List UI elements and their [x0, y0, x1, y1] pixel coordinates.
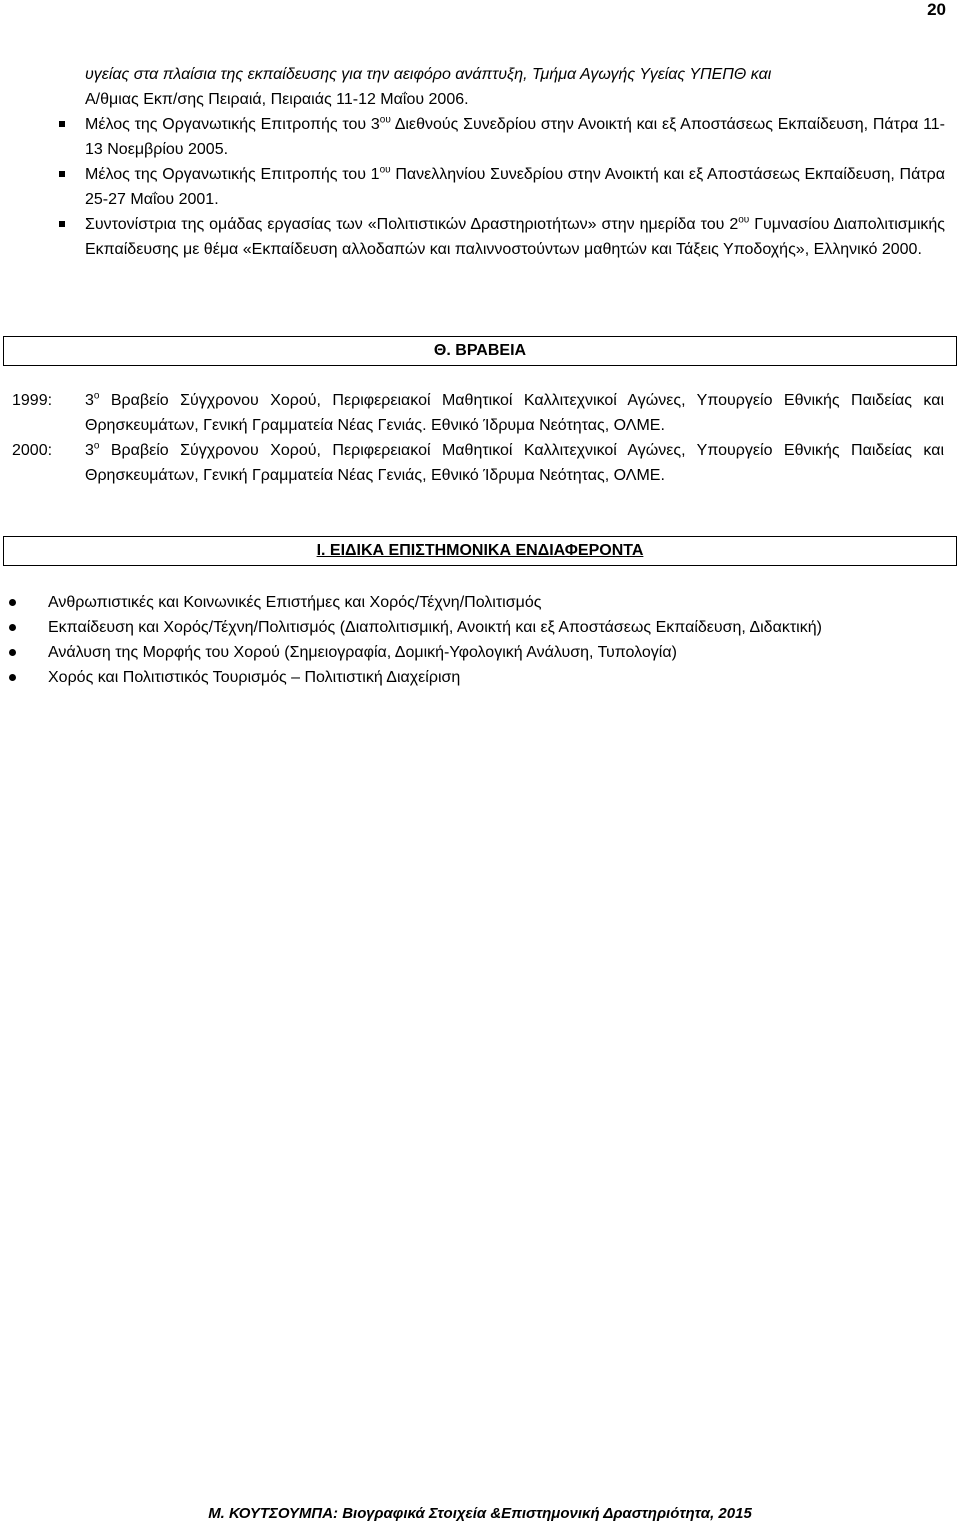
activity-text: Συντονίστρια της ομάδας εργασίας των «Πολιτιστικών Δραστηριοτήτων» στην ημερίδα του 2	[85, 216, 739, 233]
interests-heading-text: Ι. ΕΙΔΙΚΑ ΕΠΙΣΤΗΜΟΝΙΚΑ ΕΝΔΙΑΦΕΡΟΝΤΑ	[316, 542, 644, 559]
round-bullet-icon	[9, 599, 16, 606]
round-bullet-icon	[9, 674, 16, 681]
ordinal-suffix: ου	[379, 164, 391, 176]
activity-text: Μέλος της Οργανωτικής Επιτροπής του 3	[85, 116, 380, 133]
award-entry	[12, 438, 944, 488]
continuation-paragraph	[85, 62, 945, 112]
square-bullet-icon	[59, 221, 65, 227]
interests-section-heading	[3, 536, 957, 566]
interest-item	[48, 615, 944, 640]
interest-item	[48, 640, 944, 665]
continuation-line-2: Α/θμιας Εκπ/σης Πειραιά, Πειραιάς 11-12 Μαΐου 2006.	[85, 91, 469, 108]
awards-list	[12, 388, 944, 488]
activity-text: Διεθνούς Συνεδρίου στην Ανοικτή και εξ Αποστάσεως Εκπαίδευση, Πάτρα 11-13 Νοεμβρίου 2005.	[85, 116, 946, 158]
interest-text: Εκπαίδευση και Χορός/Τέχνη/Πολιτισμός (Διαπολιτισμική, Ανοικτή και εξ Αποστάσεως Εκπαίδευση, Διδακτική)	[48, 619, 822, 636]
ordinal-suffix: ο	[93, 440, 100, 452]
interest-item	[48, 665, 944, 690]
ordinal-suffix: ο	[93, 390, 100, 402]
awards-section-heading	[3, 336, 957, 366]
award-text: Βραβείο Σύγχρονου Χορού, Περιφερειακοί Μαθητικοί Καλλιτεχνικοί Αγώνες, Υπουργείο Εθνικής Παιδείας και Θρησκευμάτων, Γενική Γραμματεία Νέας Γενιάς, Εθνικό Ίδρυμα Νεότητας, ΟΛΜΕ.	[85, 442, 944, 484]
interest-item	[48, 590, 944, 615]
award-text: 3	[85, 442, 94, 459]
activity-text: Πανελληνίου Συνεδρίου στην Ανοικτή και εξ Αποστάσεως Εκπαίδευση, Πάτρα 25-27 Μαΐου 2001.	[85, 166, 946, 208]
square-bullet-icon	[59, 121, 65, 127]
page-footer: Μ. ΚΟΥΤΣΟΥΜΠΑ: Βιογραφικά Στοιχεία &Επιστημονική Δραστηριότητα, 2015	[208, 1505, 752, 1522]
activity-item	[85, 212, 945, 262]
page-number: 20	[927, 0, 946, 19]
round-bullet-icon	[9, 649, 16, 656]
activity-item	[85, 112, 945, 162]
ordinal-suffix: ου	[738, 214, 750, 226]
round-bullet-icon	[9, 624, 16, 631]
award-entry	[12, 388, 944, 438]
interests-list	[48, 590, 944, 690]
award-text: 3	[85, 392, 94, 409]
activity-text: Μέλος της Οργανωτικής Επιτροπής του 1	[85, 166, 380, 183]
continuation-line-1: υγείας στα πλαίσια της εκπαίδευσης για την αειφόρο ανάπτυξη, Τμήμα Αγωγής Υγείας ΥΠΕΠΘ και	[85, 66, 772, 83]
award-year: 2000:	[12, 442, 53, 459]
awards-heading-text: Θ. ΒΡΑΒΕΙΑ	[433, 342, 527, 359]
interest-text: Ανθρωπιστικές και Κοινωνικές Επιστήμες και Χορός/Τέχνη/Πολιτισμός	[48, 594, 542, 611]
ordinal-suffix: ου	[379, 114, 391, 126]
activities-list	[85, 62, 945, 262]
award-year: 1999:	[12, 392, 53, 409]
activity-text: Γυμνασίου Διαπολιτισμικής Εκπαίδευσης με θέμα «Εκπαίδευση αλλοδαπών και παλιννοστούντων μαθητών και Τάξεις Υποδοχής», Ελληνικό 2000.	[85, 216, 946, 258]
activity-item	[85, 162, 945, 212]
interest-text: Ανάλυση της Μορφής του Χορού (Σημειογραφία, Δομική-Υφολογική Ανάλυση, Τυπολογία)	[48, 644, 677, 661]
interest-text: Χορός και Πολιτιστικός Τουρισμός – Πολιτιστική Διαχείριση	[48, 669, 461, 686]
award-text: Βραβείο Σύγχρονου Χορού, Περιφερειακοί Μαθητικοί Καλλιτεχνικοί Αγώνες, Υπουργείο Εθνικής Παιδείας και Θρησκευμάτων, Γενική Γραμματεία Νέας Γενιάς. Εθνικό Ίδρυμα Νεότητας, ΟΛΜΕ.	[85, 392, 944, 434]
square-bullet-icon	[59, 171, 65, 177]
